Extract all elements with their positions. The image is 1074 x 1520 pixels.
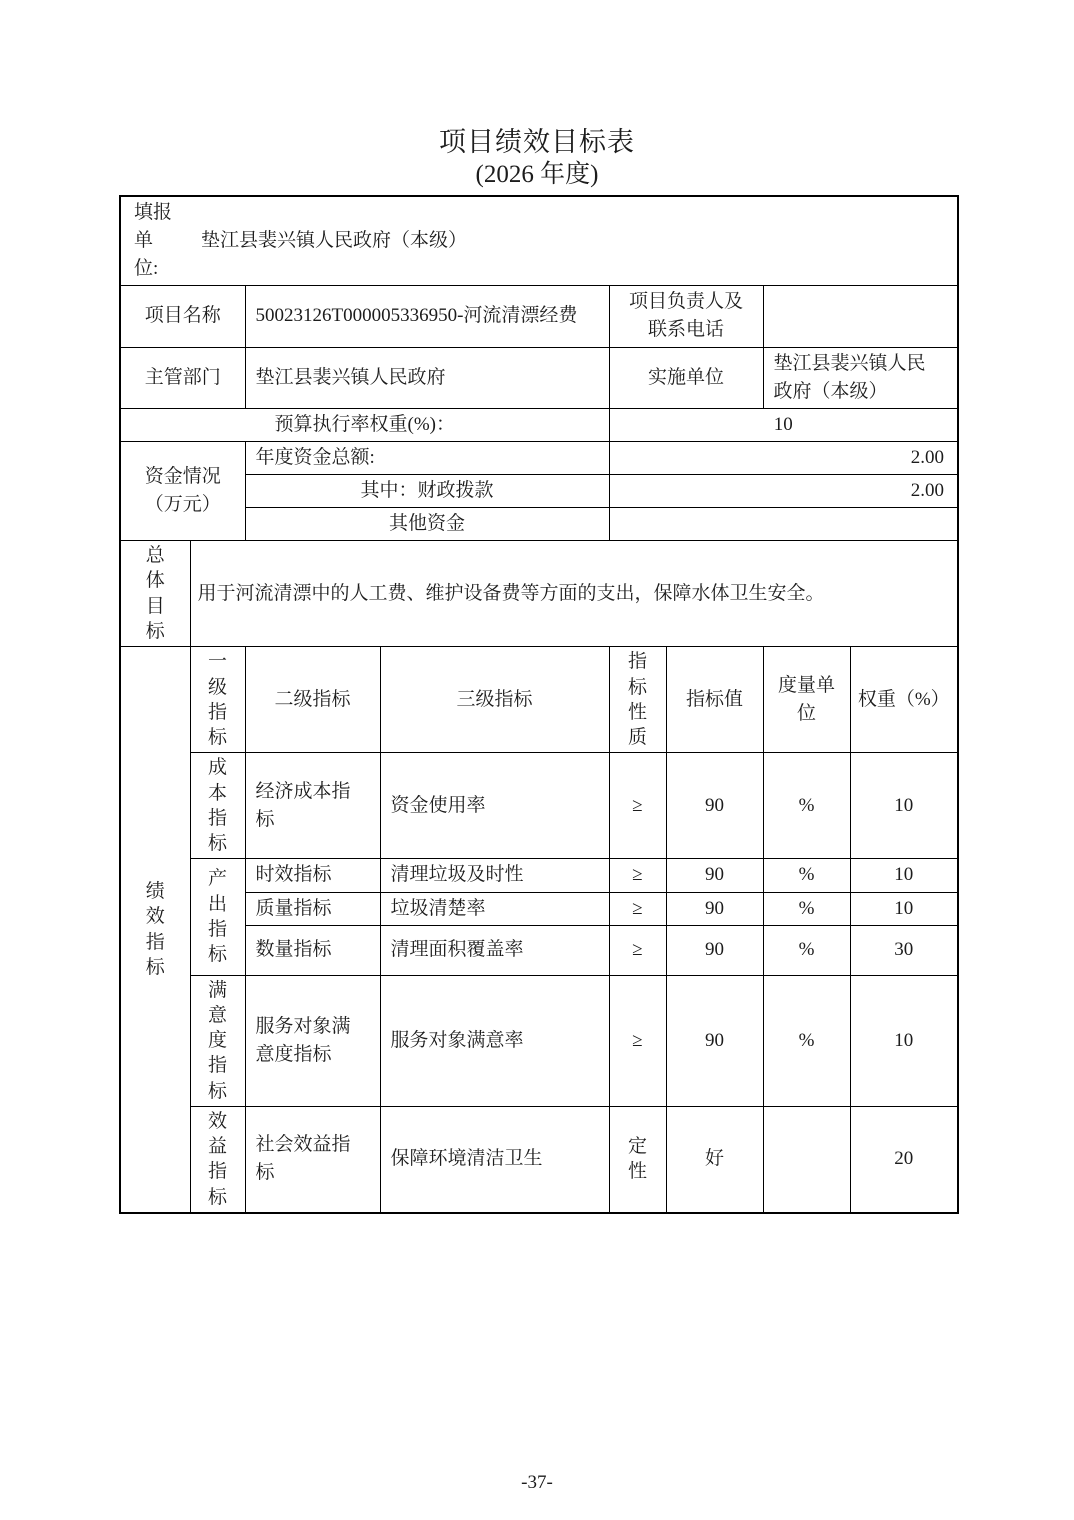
reporting-unit-cell bbox=[120, 196, 958, 286]
indicator-row bbox=[120, 859, 958, 892]
project-name-label: 项目名称 bbox=[120, 286, 245, 347]
reporting-unit-row bbox=[120, 196, 958, 286]
page-title: 项目绩效目标表 bbox=[439, 127, 635, 157]
level3-cell: 资金使用率 bbox=[380, 753, 609, 859]
page-number: -37- bbox=[521, 1472, 553, 1493]
project-leader-label: 项目负责人及联系电话 bbox=[609, 286, 763, 347]
col-header-unit: 度量单位 bbox=[763, 647, 850, 753]
value-cell: 90 bbox=[666, 925, 763, 975]
unit-cell: % bbox=[763, 925, 850, 975]
level2-cell: 社会效益指标 bbox=[245, 1106, 380, 1213]
project-name-row bbox=[120, 286, 958, 347]
funding-total-value: 2.00 bbox=[609, 441, 958, 474]
level3-cell: 清理垃圾及时性 bbox=[380, 859, 609, 892]
indicator-row bbox=[120, 892, 958, 925]
col-header-level3: 三级指标 bbox=[380, 647, 609, 753]
level2-cell: 服务对象满意度指标 bbox=[245, 975, 380, 1106]
col-header-nature: 指标性质 bbox=[609, 647, 666, 753]
funding-other-label: 其他资金 bbox=[245, 508, 609, 541]
performance-target-table bbox=[119, 195, 959, 1214]
col-header-value: 指标值 bbox=[666, 647, 763, 753]
page-subtitle: (2026 年度) bbox=[475, 161, 599, 188]
level3-cell: 清理面积覆盖率 bbox=[380, 925, 609, 975]
unit-cell: % bbox=[763, 859, 850, 892]
level3-cell: 保障环境清洁卫生 bbox=[380, 1106, 609, 1213]
funding-other-value bbox=[609, 508, 958, 541]
level2-cell: 数量指标 bbox=[245, 925, 380, 975]
unit-cell bbox=[763, 1106, 850, 1213]
overall-goal-row bbox=[120, 541, 958, 647]
level2-cell: 质量指标 bbox=[245, 892, 380, 925]
indicator-row bbox=[120, 753, 958, 859]
weight-cell: 10 bbox=[850, 975, 958, 1106]
weight-cell: 30 bbox=[850, 925, 958, 975]
weight-cell: 10 bbox=[850, 859, 958, 892]
project-name-value: 50023126T000005336950-河流清漂经费 bbox=[245, 286, 609, 347]
col-header-weight: 权重（%） bbox=[850, 647, 958, 753]
level3-cell: 服务对象满意率 bbox=[380, 975, 609, 1106]
overall-goal-text: 用于河流清漂中的人工费、维护设备费等方面的支出，保障水体卫生安全。 bbox=[190, 541, 958, 647]
value-cell: 90 bbox=[666, 753, 763, 859]
reporting-unit-value: 垫江县裴兴镇人民政府（本级） bbox=[201, 230, 468, 252]
value-cell: 90 bbox=[666, 892, 763, 925]
value-cell: 90 bbox=[666, 859, 763, 892]
budget-weight-value: 10 bbox=[609, 408, 958, 441]
nature-cell: ≥ bbox=[609, 975, 666, 1106]
reporting-unit-label: 填报单位: bbox=[134, 202, 173, 280]
nature-cell: ≥ bbox=[609, 753, 666, 859]
level1-cost-label: 成本指标 bbox=[190, 753, 245, 859]
unit-cell: % bbox=[763, 892, 850, 925]
impl-unit-value: 垫江县裴兴镇人民政府（本级） bbox=[763, 347, 958, 408]
dept-label: 主管部门 bbox=[120, 347, 245, 408]
funding-fiscal-label: 其中：财政拨款 bbox=[245, 474, 609, 507]
level1-benefit-label: 效益指标 bbox=[190, 1106, 245, 1213]
funding-other-row bbox=[120, 508, 958, 541]
indicator-section-label: 绩效指标 bbox=[120, 647, 190, 1213]
weight-cell: 20 bbox=[850, 1106, 958, 1213]
project-leader-value bbox=[763, 286, 958, 347]
weight-cell: 10 bbox=[850, 892, 958, 925]
dept-value: 垫江县裴兴镇人民政府 bbox=[245, 347, 609, 408]
value-cell: 90 bbox=[666, 975, 763, 1106]
overall-goal-label: 总体目标 bbox=[120, 541, 190, 647]
value-cell: 好 bbox=[666, 1106, 763, 1213]
level1-output-label: 产出指标 bbox=[190, 859, 245, 975]
col-header-level2: 二级指标 bbox=[245, 647, 380, 753]
dept-row bbox=[120, 347, 958, 408]
indicator-row bbox=[120, 975, 958, 1106]
nature-cell: 定性 bbox=[609, 1106, 666, 1213]
level3-cell: 垃圾清楚率 bbox=[380, 892, 609, 925]
impl-unit-label: 实施单位 bbox=[609, 347, 763, 408]
level2-cell: 时效指标 bbox=[245, 859, 380, 892]
indicator-row bbox=[120, 1106, 958, 1213]
title-block bbox=[0, 0, 1074, 190]
nature-cell: ≥ bbox=[609, 859, 666, 892]
indicator-header-row bbox=[120, 647, 958, 753]
nature-cell: ≥ bbox=[609, 892, 666, 925]
budget-weight-row bbox=[120, 408, 958, 441]
budget-weight-label: 预算执行率权重(%)： bbox=[120, 408, 609, 441]
nature-cell: ≥ bbox=[609, 925, 666, 975]
level1-satisfaction-label: 满意度指标 bbox=[190, 975, 245, 1106]
reporting-unit-content bbox=[127, 199, 951, 283]
funding-fiscal-row bbox=[120, 474, 958, 507]
unit-cell: % bbox=[763, 975, 850, 1106]
funding-total-label: 年度资金总额: bbox=[245, 441, 609, 474]
level2-cell: 经济成本指标 bbox=[245, 753, 380, 859]
funding-section-label: 资金情况（万元） bbox=[120, 441, 245, 540]
weight-cell: 10 bbox=[850, 753, 958, 859]
unit-cell: % bbox=[763, 753, 850, 859]
col-header-level1: 一级指标 bbox=[190, 647, 245, 753]
funding-fiscal-value: 2.00 bbox=[609, 474, 958, 507]
indicator-row bbox=[120, 925, 958, 975]
funding-total-row bbox=[120, 441, 958, 474]
